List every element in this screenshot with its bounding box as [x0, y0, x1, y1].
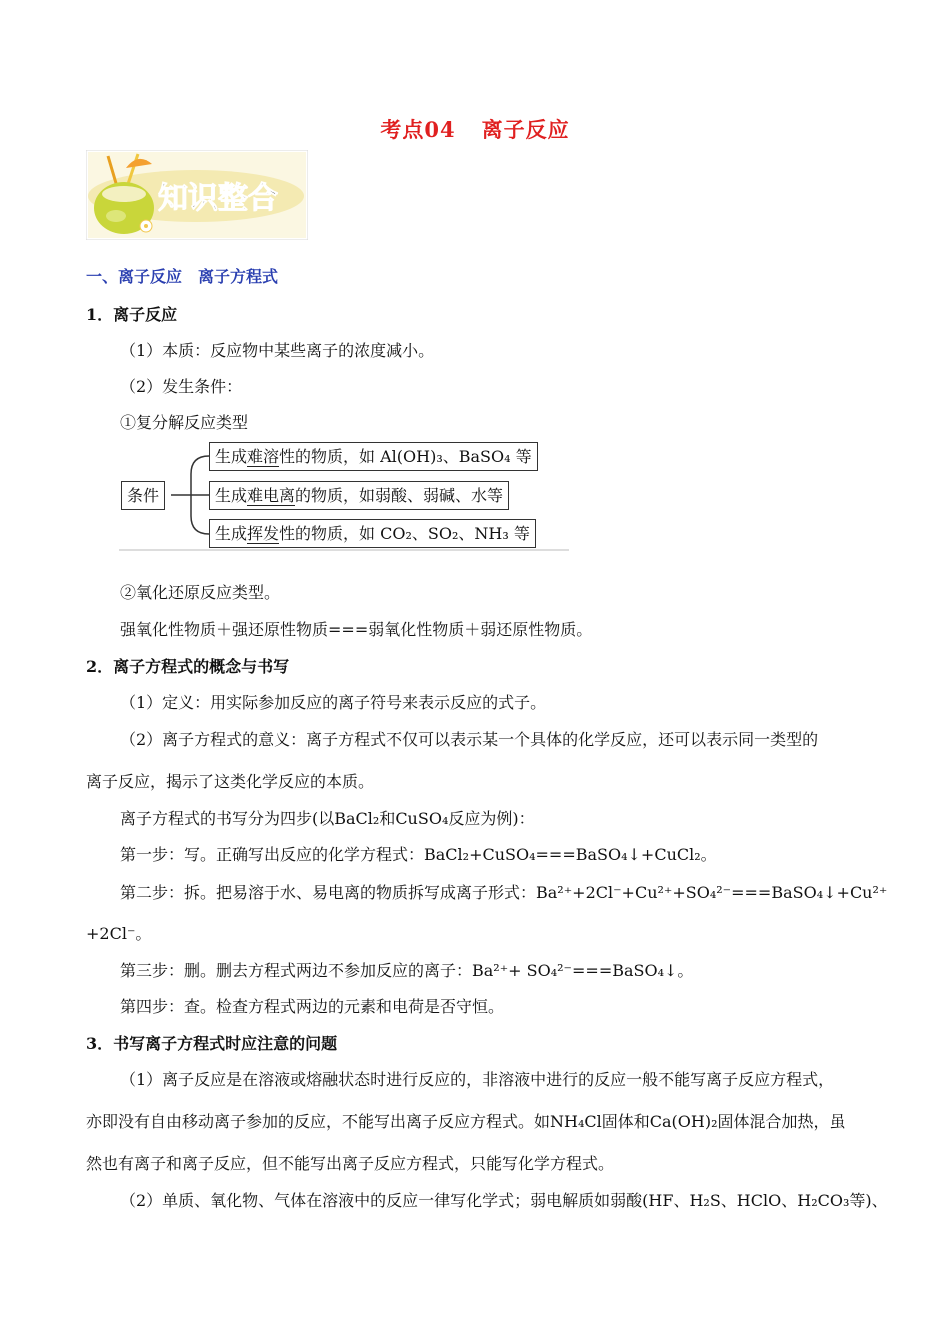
paragraph: 强氧化性物质＋强还原性物质===弱氧化性物质＋弱还原性物质。: [120, 620, 593, 639]
page-title: [0, 114, 950, 144]
paragraph: 第一步：写。正确写出反应的化学方程式：BaCl₂+CuSO₄===BaSO₄↓+CuCl₂。: [120, 845, 717, 864]
paragraph: 亦即没有自由移动离子参加的反应，不能写出离子反应方程式。如NH₄Cl固体和Ca(OH)₂固体混合加热，虽: [86, 1112, 846, 1131]
paragraph: 第二步：拆。把易溶于水、易电离的物质拆写成离子形式：Ba²⁺+2Cl⁻+Cu²⁺+SO₄²⁻===BaSO₄↓+Cu²⁺: [120, 883, 888, 902]
paragraph: ②氧化还原反应类型。: [120, 583, 281, 602]
paragraph: （2）单质、氧化物、气体在溶液中的反应一律写化学式；弱电解质如弱酸(HF、H₂S、HClO、H₂CO₃等)、: [120, 1191, 888, 1210]
paragraph: 然也有离子和离子反应，但不能写出离子反应方程式，只能写化学方程式。: [86, 1154, 615, 1173]
paragraph: （1）本质：反应物中某些离子的浓度减小。: [120, 341, 435, 360]
section-heading-1: 一、离子反应 离子方程式: [86, 267, 279, 286]
svg-text:知识整合: 知识整合: [158, 181, 278, 216]
title-code: 考点04: [380, 117, 456, 142]
subheading-ionic-equation: 2．离子方程式的概念与书写: [86, 657, 290, 676]
paragraph: 第三步：删。删去方程式两边不参加反应的离子：Ba²⁺+ SO₄²⁻===BaSO₄↓。: [120, 961, 694, 980]
title-name: 离子反应: [481, 117, 570, 142]
paragraph: 第四步：查。检查方程式两边的元素和电荷是否守恒。: [120, 997, 505, 1016]
condition-box-weak-electrolyte: 生成难电离的物质，如弱酸、弱碱、水等: [209, 481, 509, 510]
condition-label-box: [121, 481, 165, 510]
paragraph: 离子方程式的书写分为四步(以BaCl₂和CuSO₄反应为例)：: [120, 809, 535, 828]
subheading-ion-reaction: 1．离子反应: [86, 305, 178, 324]
conditions-diagram: [119, 438, 569, 551]
paragraph: （2）发生条件：: [120, 377, 243, 396]
condition-label: 条件: [127, 486, 160, 505]
knowledge-summary-banner: [86, 150, 308, 240]
paragraph: +2Cl⁻。: [86, 924, 152, 943]
paragraph: （2）离子方程式的意义：离子方程式不仅可以表示某一个具体的化学反应，还可以表示同一类型的: [120, 730, 819, 749]
paragraph: （1）定义：用实际参加反应的离子符号来表示反应的式子。: [120, 693, 547, 712]
condition-box-volatile: 生成挥发性的物质，如 CO₂、SO₂、NH₃ 等: [209, 519, 536, 548]
subheading-notes: 3．书写离子方程式时应注意的问题: [86, 1034, 338, 1053]
paragraph: 离子反应，揭示了这类化学反应的本质。: [86, 772, 375, 791]
paragraph: （1）离子反应是在溶液或熔融状态时进行反应的，非溶液中进行的反应一般不能写离子反应方程式，: [120, 1070, 835, 1089]
paragraph: ①复分解反应类型: [120, 413, 249, 432]
condition-box-insoluble: 生成难溶性的物质，如 Al(OH)₃、BaSO₄ 等: [209, 442, 538, 471]
